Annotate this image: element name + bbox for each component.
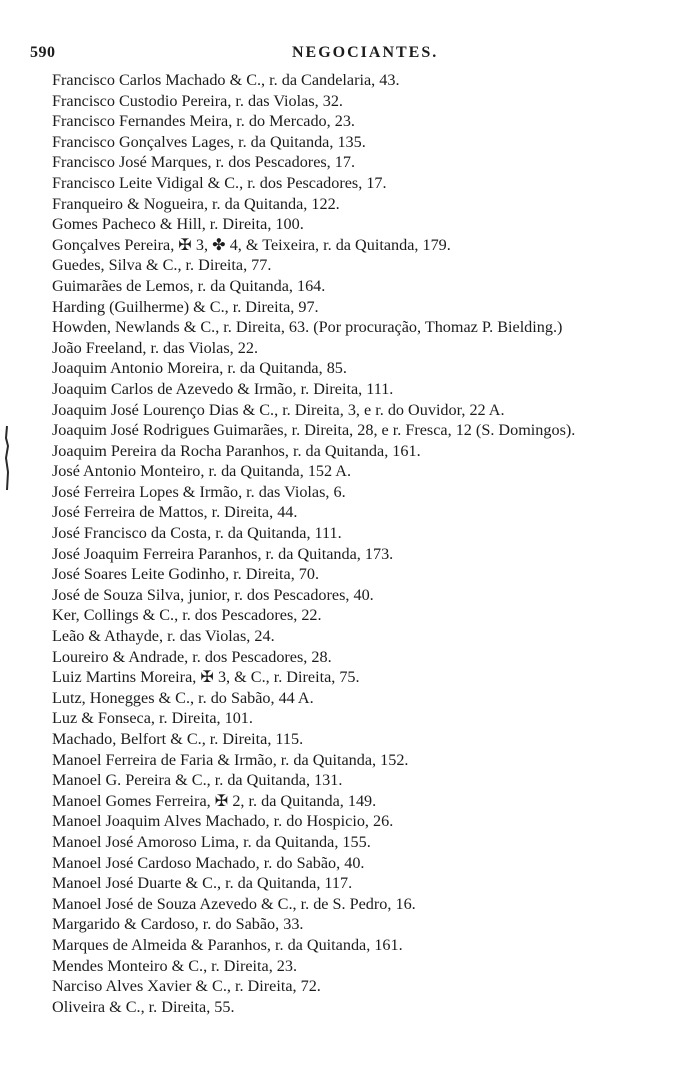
list-item: Leão & Athayde, r. das Violas, 24. <box>52 627 275 646</box>
list-item: Narciso Alves Xavier & C., r. Direita, 72. <box>52 977 321 996</box>
list-item: Luz & Fonseca, r. Direita, 101. <box>52 709 253 728</box>
list-item: Manoel Joaquim Alves Machado, r. do Hospicio, 26. <box>52 812 394 831</box>
list-item: Manoel Ferreira de Faria & Irmão, r. da Quitanda, 152. <box>52 750 409 769</box>
list-item: Manoel José Duarte & C., r. da Quitanda, 117. <box>52 874 353 893</box>
margin-ink-mark <box>4 424 10 492</box>
list-item: Margarido & Cardoso, r. do Sabão, 33. <box>52 915 304 934</box>
list-item: Howden, Newlands & C., r. Direita, 63. (Por procuração, Thomaz P. Bielding.) <box>52 318 563 337</box>
list-item: Manoel G. Pereira & C., r. da Quitanda, 131. <box>52 771 343 790</box>
list-item: Guedes, Silva & C., r. Direita, 77. <box>52 256 272 275</box>
list-item: Gomes Pacheco & Hill, r. Direita, 100. <box>52 215 304 234</box>
list-item: Manoel José Amoroso Lima, r. da Quitanda, 155. <box>52 832 371 851</box>
list-item: Loureiro & Andrade, r. dos Pescadores, 28. <box>52 647 332 666</box>
list-item: José Ferreira de Mattos, r. Direita, 44. <box>52 503 298 522</box>
list-item: Oliveira & C., r. Direita, 55. <box>52 997 235 1016</box>
list-item: José Soares Leite Godinho, r. Direita, 70. <box>52 565 320 584</box>
list-item: João Freeland, r. das Violas, 22. <box>52 338 258 357</box>
list-item: Manoel Gomes Ferreira, ✠ 2, r. da Quitanda, 149. <box>52 791 377 810</box>
list-item: Franqueiro & Nogueira, r. da Quitanda, 122. <box>52 194 340 213</box>
list-item: Francisco José Marques, r. dos Pescadores, 17. <box>52 153 356 172</box>
list-item: Machado, Belfort & C., r. Direita, 115. <box>52 730 304 748</box>
list-item: Francisco Leite Vidigal & C., r. dos Pescadores, 17. <box>52 173 387 192</box>
list-item: José Antonio Monteiro, r. da Quitanda, 152 A. <box>52 462 351 481</box>
merchant-list <box>52 70 642 1017</box>
list-item: Luiz Martins Moreira, ✠ 3, & C., r. Direita, 75. <box>52 668 360 687</box>
page-header <box>30 44 652 68</box>
list-item: Francisco Carlos Machado & C., r. da Candelaria, 43. <box>52 71 400 89</box>
list-item: Guimarães de Lemos, r. da Quitanda, 164. <box>52 276 326 295</box>
list-item: José de Souza Silva, junior, r. dos Pescadores, 40. <box>52 585 374 604</box>
list-item: Joaquim Pereira da Rocha Paranhos, r. da Quitanda, 161. <box>52 441 421 460</box>
list-item: Marques de Almeida & Paranhos, r. da Quitanda, 161. <box>52 935 403 954</box>
list-item: Harding (Guilherme) & C., r. Direita, 97. <box>52 297 319 316</box>
list-item: Joaquim José Rodrigues Guimarães, r. Direita, 28, e r. Fresca, 12 (S. Domingos). <box>52 421 576 440</box>
list-item: José Joaquim Ferreira Paranhos, r. da Quitanda, 173. <box>52 544 394 563</box>
running-title: NEGOCIANTES. <box>292 44 439 61</box>
list-item: Joaquim José Lourenço Dias & C., r. Direita, 3, e r. do Ouvidor, 22 A. <box>52 400 505 419</box>
list-item: Ker, Collings & C., r. dos Pescadores, 22. <box>52 606 322 625</box>
list-item: Francisco Fernandes Meira, r. do Mercado, 23. <box>52 112 355 131</box>
list-item: Gonçalves Pereira, ✠ 3, ✤ 4, & Teixeira, r. da Quitanda, 179. <box>52 235 451 254</box>
list-item: Manoel José Cardoso Machado, r. do Sabão, 40. <box>52 853 365 872</box>
list-item: Francisco Gonçalves Lages, r. da Quitanda, 135. <box>52 132 366 151</box>
list-item: Francisco Custodio Pereira, r. das Violas, 32. <box>52 91 343 110</box>
page-number: 590 <box>30 44 56 61</box>
list-item: Lutz, Honegges & C., r. do Sabão, 44 A. <box>52 688 314 707</box>
list-item: Joaquim Carlos de Azevedo & Irmão, r. Direita, 111. <box>52 379 394 398</box>
list-item: Joaquim Antonio Moreira, r. da Quitanda, 85. <box>52 359 347 378</box>
list-item: José Ferreira Lopes & Irmão, r. das Violas, 6. <box>52 482 346 501</box>
list-item: Mendes Monteiro & C., r. Direita, 23. <box>52 956 298 975</box>
list-item: Manoel José de Souza Azevedo & C., r. de S. Pedro, 16. <box>52 894 416 913</box>
list-item: José Francisco da Costa, r. da Quitanda, 111. <box>52 524 342 543</box>
